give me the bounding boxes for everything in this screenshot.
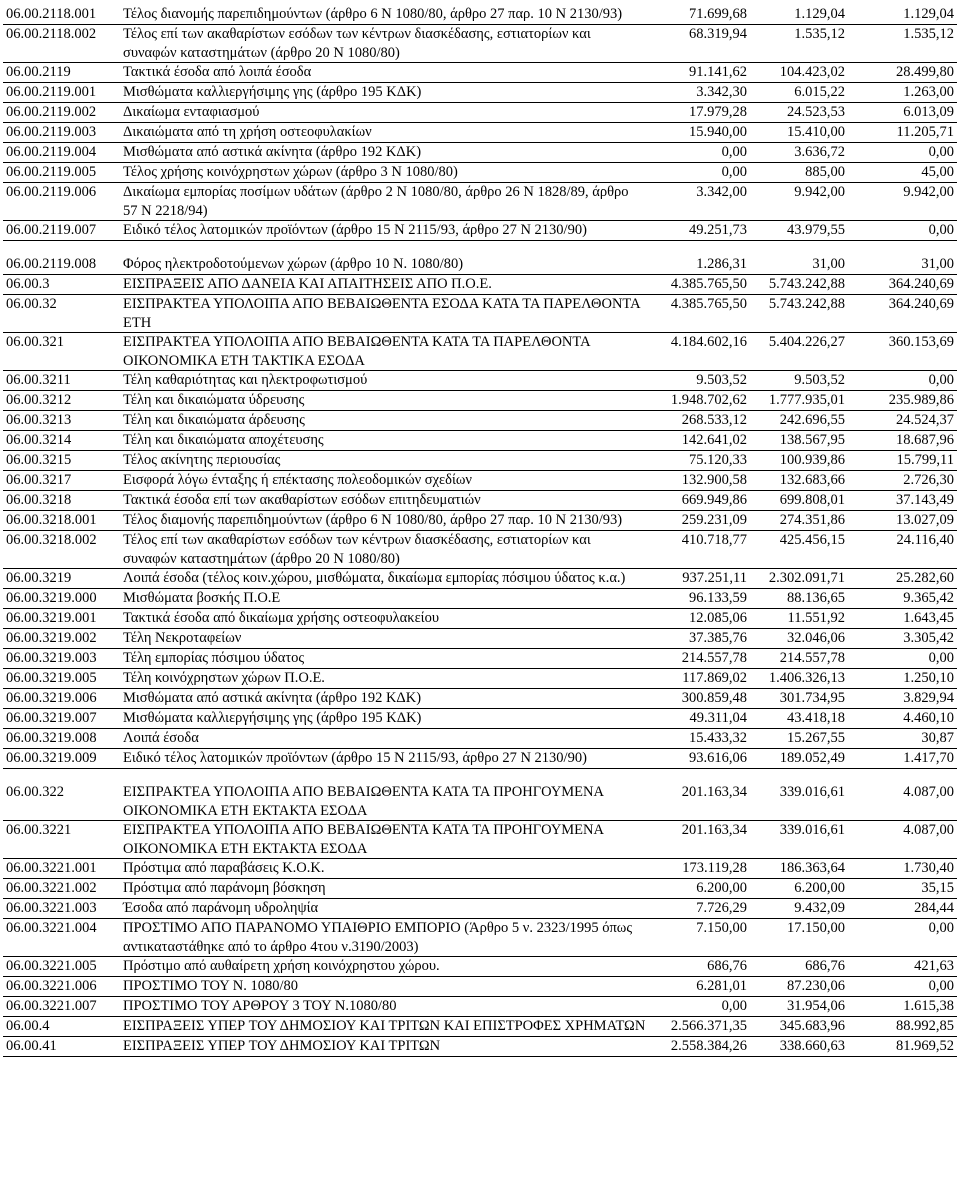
amount-column-1: 937.251,11: [682, 570, 747, 586]
amount-column-3: 37.143,49: [896, 492, 954, 508]
amount-column-3: 9.942,00: [903, 184, 954, 200]
table-row: [3, 589, 957, 609]
account-description: Τέλη Νεκροταφείων: [123, 630, 242, 646]
amount-column-2: 17.150,00: [787, 920, 845, 936]
amount-column-1: 96.133,59: [689, 590, 747, 606]
table-row: [3, 783, 957, 821]
amount-column-3: 4.087,00: [903, 784, 954, 800]
account-description: Τέλος ακίνητης περιουσίας: [123, 452, 281, 468]
table-row: [3, 275, 957, 295]
account-description: Εισφορά λόγω ένταξης ή επέκτασης πολεοδομικών σχεδίων: [123, 472, 472, 488]
row-spacer: [3, 769, 957, 783]
account-description: ΕΙΣΠΡΑΚΤΕΑ ΥΠΟΛΟΙΠΑ ΑΠΟ ΒΕΒΑΙΩΘΕΝΤΑ ΚΑΤΑ ΤΑ ΠΡΟΗΓΟΥΜΕΝΑ ΟΙΚΟΝΟΜΙΚΑ ΕΤΗ ΕΚΤΑΚΤΑ ΕΣΟΔΑ: [123, 822, 604, 857]
account-description: Δικαιώματα από τη χρήση οστεοφυλακίων: [123, 124, 372, 140]
amount-column-1: 173.119,28: [682, 860, 747, 876]
account-description: Πρόστιμα από παραβάσεις Κ.Ο.Κ.: [123, 860, 325, 876]
amount-column-1: 37.385,76: [689, 630, 747, 646]
table-row: [3, 143, 957, 163]
amount-column-2: 132.683,66: [779, 472, 845, 488]
account-code: 06.00.2119.001: [6, 84, 97, 100]
account-description: ΕΙΣΠΡΑΚΤΕΑ ΥΠΟΛΟΙΠΑ ΑΠΟ ΒΕΒΑΙΩΘΕΝΤΑ ΚΑΤΑ ΤΑ ΠΑΡΕΛΘΟΝΤΑ ΟΙΚΟΝΟΜΙΚΑ ΕΤΗ ΤΑΚΤΙΚΑ ΕΣΟΔΑ: [123, 334, 590, 369]
account-code: 06.00.2119.008: [6, 256, 97, 272]
account-code: 06.00.2119.003: [6, 124, 97, 140]
amount-column-2: 338.660,63: [779, 1038, 845, 1054]
amount-column-1: 17.979,28: [689, 104, 747, 120]
account-description: Δικαίωμα εμπορίας ποσίμων υδάτων (άρθρο 2 Ν 1080/80, άρθρο 26 Ν 1828/89, άρθρο 57 Ν 2218/94): [123, 184, 629, 219]
amount-column-2: 88.136,65: [787, 590, 845, 606]
amount-column-1: 2.558.384,26: [670, 1038, 747, 1054]
table-row: [3, 729, 957, 749]
amount-column-3: 1.615,38: [903, 998, 954, 1014]
account-code: 06.00.3213: [6, 412, 72, 428]
table-row: [3, 997, 957, 1017]
table-row: [3, 669, 957, 689]
amount-column-2: 301.734,95: [779, 690, 845, 706]
amount-column-2: 15.410,00: [787, 124, 845, 140]
account-code: 06.00.3211: [6, 372, 71, 388]
account-code: 06.00.3218.001: [6, 512, 97, 528]
amount-column-3: 0,00: [928, 978, 954, 994]
account-code: 06.00.2119.007: [6, 222, 97, 238]
table-row: [3, 183, 957, 221]
table-row: [3, 471, 957, 491]
account-code: 06.00.2118.002: [6, 26, 97, 42]
table-row: [3, 899, 957, 919]
table-row: [3, 511, 957, 531]
table-row: [3, 411, 957, 431]
account-description: ΕΙΣΠΡΑΞΕΙΣ ΑΠΟ ΔΑΝΕΙΑ ΚΑΙ ΑΠΑΙΤΗΣΕΙΣ ΑΠΟ Π.Ο.Ε.: [123, 276, 492, 292]
account-code: 06.00.3219.005: [6, 670, 97, 686]
table-row: [3, 919, 957, 957]
amount-column-1: 4.385.765,50: [670, 296, 747, 312]
amount-column-1: 6.281,01: [696, 978, 747, 994]
account-code: 06.00.3218: [6, 492, 72, 508]
amount-column-1: 68.319,94: [689, 26, 747, 42]
amount-column-1: 1.286,31: [696, 256, 747, 272]
amount-column-1: 75.120,33: [689, 452, 747, 468]
amount-column-3: 24.116,40: [896, 532, 954, 548]
table-row: [3, 83, 957, 103]
amount-column-1: 15.433,32: [689, 730, 747, 746]
amount-column-3: 0,00: [928, 920, 954, 936]
amount-column-3: 364.240,69: [888, 276, 954, 292]
amount-column-3: 18.687,96: [896, 432, 954, 448]
amount-column-2: 699.808,01: [779, 492, 845, 508]
account-code: 06.00.2118.001: [6, 6, 97, 22]
amount-column-3: 1.417,70: [903, 750, 954, 766]
amount-column-2: 31,00: [812, 256, 845, 272]
amount-column-3: 0,00: [928, 144, 954, 160]
amount-column-3: 88.992,85: [896, 1018, 954, 1034]
amount-column-2: 5.404.226,27: [768, 334, 845, 350]
amount-column-2: 6.200,00: [794, 880, 845, 896]
amount-column-2: 32.046,06: [787, 630, 845, 646]
account-description: ΕΙΣΠΡΑΚΤΕΑ ΥΠΟΛΟΙΠΑ ΑΠΟ ΒΕΒΑΙΩΘΕΝΤΑ ΕΣΟΔΑ ΚΑΤΑ ΤΑ ΠΑΡΕΛΘΟΝΤΑ ΕΤΗ: [123, 296, 640, 331]
account-code: 06.00.3219.002: [6, 630, 97, 646]
table-row: [3, 977, 957, 997]
amount-column-3: 0,00: [928, 222, 954, 238]
amount-column-2: 186.363,64: [779, 860, 845, 876]
table-row: [3, 859, 957, 879]
account-description: Έσοδα από παράνομη υδροληψία: [123, 900, 319, 916]
account-code: 06.00.3219.000: [6, 590, 97, 606]
amount-column-2: 31.954,06: [787, 998, 845, 1014]
amount-column-1: 686,76: [707, 958, 747, 974]
table-row: [3, 1017, 957, 1037]
table-row: [3, 255, 957, 275]
amount-column-3: 13.027,09: [896, 512, 954, 528]
amount-column-3: 25.282,60: [896, 570, 954, 586]
account-code: 06.00.321: [6, 334, 64, 350]
account-code: 06.00.2119.004: [6, 144, 97, 160]
amount-column-1: 1.948.702,62: [670, 392, 747, 408]
table-row: [3, 103, 957, 123]
table-row: [3, 629, 957, 649]
account-description: Λοιπά έσοδα (τέλος κοιν.χώρου, μισθώματα, δικαίωμα εμπορίας πόσιμου ύδατος κ.α.): [123, 570, 626, 586]
account-description: Δικαίωμα ενταφιασμού: [123, 104, 260, 120]
table-row: [3, 689, 957, 709]
account-code: 06.00.3221.007: [6, 998, 97, 1014]
account-code: 06.00.3221.006: [6, 978, 97, 994]
account-description: Τέλη κοινόχρηστων χώρων Π.Ο.Ε.: [123, 670, 325, 686]
amount-column-2: 5.743.242,88: [768, 296, 845, 312]
account-description: Μισθώματα καλλιεργήσιμης γης (άρθρο 195 ΚΔΚ): [123, 84, 422, 100]
account-description: Τέλος χρήσης κοινόχρηστων χώρων (άρθρο 3 Ν 1080/80): [123, 164, 458, 180]
budget-table: [3, 5, 957, 1057]
account-description: Τέλη και δικαιώματα ύδρευσης: [123, 392, 305, 408]
account-code: 06.00.322: [6, 784, 64, 800]
amount-column-1: 300.859,48: [681, 690, 747, 706]
account-code: 06.00.3219.009: [6, 750, 97, 766]
account-description: Μισθώματα καλλιεργήσιμης γης (άρθρο 195 ΚΔΚ): [123, 710, 422, 726]
table-row: [3, 63, 957, 83]
amount-column-3: 31,00: [921, 256, 954, 272]
account-code: 06.00.3219.007: [6, 710, 97, 726]
amount-column-2: 138.567,95: [779, 432, 845, 448]
account-code: 06.00.2119.005: [6, 164, 97, 180]
account-description: Ειδικό τέλος λατομικών προϊόντων (άρθρο 15 Ν 2115/93, άρθρο 27 Ν 2130/90): [123, 750, 587, 766]
account-description: Φόρος ηλεκτροδοτούμενων χώρων (άρθρο 10 Ν. 1080/80): [123, 256, 464, 272]
table-row: [3, 531, 957, 569]
account-code: 06.00.3: [6, 276, 50, 292]
amount-column-1: 49.251,73: [689, 222, 747, 238]
amount-column-1: 4.385.765,50: [670, 276, 747, 292]
amount-column-3: 360.153,69: [888, 334, 954, 350]
amount-column-2: 1.777.935,01: [768, 392, 845, 408]
amount-column-2: 3.636,72: [794, 144, 845, 160]
amount-column-1: 2.566.371,35: [670, 1018, 747, 1034]
account-description: Τέλη και δικαιώματα αποχέτευσης: [123, 432, 324, 448]
amount-column-1: 7.726,29: [696, 900, 747, 916]
amount-column-3: 1.535,12: [903, 26, 954, 42]
account-description: ΕΙΣΠΡΑΚΤΕΑ ΥΠΟΛΟΙΠΑ ΑΠΟ ΒΕΒΑΙΩΘΕΝΤΑ ΚΑΤΑ ΤΑ ΠΡΟΗΓΟΥΜΕΝΑ ΟΙΚΟΝΟΜΙΚΑ ΕΤΗ ΕΚΤΑΚΤΑ ΕΣΟΔΑ: [123, 784, 604, 819]
account-code: 06.00.3221: [6, 822, 72, 838]
table-row: [3, 333, 957, 371]
amount-column-3: 421,63: [914, 958, 954, 974]
table-row: [3, 221, 957, 241]
account-code: 06.00.3218.002: [6, 532, 97, 548]
table-row: [3, 371, 957, 391]
amount-column-1: 7.150,00: [696, 920, 747, 936]
amount-column-2: 425.456,15: [779, 532, 845, 548]
amount-column-2: 11.551,92: [787, 610, 845, 626]
table-row: [3, 491, 957, 511]
account-description: Τέλη και δικαιώματα άρδευσης: [123, 412, 305, 428]
amount-column-3: 284,44: [914, 900, 954, 916]
amount-column-3: 6.013,09: [903, 104, 954, 120]
amount-column-1: 117.869,02: [682, 670, 747, 686]
amount-column-3: 4.460,10: [903, 710, 954, 726]
account-code: 06.00.3219.006: [6, 690, 97, 706]
amount-column-1: 259.231,09: [681, 512, 747, 528]
table-row: [3, 609, 957, 629]
amount-column-2: 100.939,86: [779, 452, 845, 468]
amount-column-1: 0,00: [721, 144, 747, 160]
amount-column-2: 339.016,61: [779, 784, 845, 800]
amount-column-2: 885,00: [805, 164, 845, 180]
amount-column-3: 2.726,30: [903, 472, 954, 488]
account-description: ΕΙΣΠΡΑΞΕΙΣ ΥΠΕΡ ΤΟΥ ΔΗΜΟΣΙΟΥ ΚΑΙ ΤΡΙΤΩΝ ΚΑΙ ΕΠΙΣΤΡΟΦΕΣ ΧΡΗΜΑΤΩΝ: [123, 1018, 646, 1034]
amount-column-1: 142.641,02: [681, 432, 747, 448]
amount-column-1: 91.141,62: [689, 64, 747, 80]
amount-column-2: 1.129,04: [794, 6, 845, 22]
amount-column-1: 201.163,34: [681, 784, 747, 800]
amount-column-3: 30,87: [921, 730, 954, 746]
amount-column-2: 686,76: [805, 958, 845, 974]
table-row: [3, 569, 957, 589]
amount-column-2: 1.535,12: [794, 26, 845, 42]
amount-column-2: 1.406.326,13: [768, 670, 845, 686]
account-code: 06.00.3221.002: [6, 880, 97, 896]
table-row: [3, 649, 957, 669]
account-code: 06.00.3214: [6, 432, 72, 448]
amount-column-3: 81.969,52: [896, 1038, 954, 1054]
amount-column-1: 410.718,77: [681, 532, 747, 548]
account-description: ΠΡΟΣΤΙΜΟ ΑΠΟ ΠΑΡΑΝΟΜΟ ΥΠΑΙΘΡΙΟ ΕΜΠΟΡΙΟ (Άρθρο 5 ν. 2323/1995 όπως αντικαταστάθηκε από το άρθρο 4του ν.3190/2003): [123, 920, 633, 955]
amount-column-1: 6.200,00: [696, 880, 747, 896]
account-description: Τέλος επί των ακαθαρίστων εσόδων των κέντρων διασκέδασης, εστιατορίων και συναφών καταστημάτων (άρθρο 20 Ν 1080/80): [123, 26, 591, 61]
amount-column-3: 1.129,04: [903, 6, 954, 22]
table-row: [3, 879, 957, 899]
amount-column-3: 0,00: [928, 650, 954, 666]
table-row: [3, 451, 957, 471]
amount-column-2: 214.557,78: [779, 650, 845, 666]
account-code: 06.00.3219.008: [6, 730, 97, 746]
table-row: [3, 295, 957, 333]
table-row: [3, 25, 957, 63]
account-description: Ειδικό τέλος λατομικών προϊόντων (άρθρο 15 Ν 2115/93, άρθρο 27 Ν 2130/90): [123, 222, 587, 238]
account-code: 06.00.2119: [6, 64, 71, 80]
amount-column-3: 4.087,00: [903, 822, 954, 838]
amount-column-1: 49.311,04: [689, 710, 747, 726]
account-code: 06.00.3215: [6, 452, 72, 468]
amount-column-2: 24.523,53: [787, 104, 845, 120]
account-code: 06.00.3219.001: [6, 610, 97, 626]
amount-column-2: 339.016,61: [779, 822, 845, 838]
account-code: 06.00.3221.003: [6, 900, 97, 916]
amount-column-3: 15.799,11: [896, 452, 954, 468]
account-description: Τακτικά έσοδα από λοιπά έσοδα: [123, 64, 312, 80]
amount-column-3: 35,15: [921, 880, 954, 896]
amount-column-3: 45,00: [921, 164, 954, 180]
table-row: [3, 1037, 957, 1057]
amount-column-1: 3.342,00: [696, 184, 747, 200]
account-description: Πρόστιμα από παράνομη βόσκηση: [123, 880, 326, 896]
account-code: 06.00.3221.005: [6, 958, 97, 974]
account-code: 06.00.41: [6, 1038, 57, 1054]
account-code: 06.00.2119.006: [6, 184, 97, 200]
account-code: 06.00.2119.002: [6, 104, 97, 120]
amount-column-2: 43.979,55: [787, 222, 845, 238]
amount-column-2: 345.683,96: [779, 1018, 845, 1034]
account-description: Τέλη καθαριότητας και ηλεκτροφωτισμού: [123, 372, 368, 388]
amount-column-1: 0,00: [721, 164, 747, 180]
amount-column-2: 242.696,55: [779, 412, 845, 428]
table-row: [3, 391, 957, 411]
amount-column-3: 3.305,42: [903, 630, 954, 646]
account-description: Μισθώματα βοσκής Π.Ο.Ε: [123, 590, 281, 606]
amount-column-2: 189.052,49: [779, 750, 845, 766]
table-row: [3, 957, 957, 977]
amount-column-3: 11.205,71: [896, 124, 954, 140]
amount-column-2: 9.942,00: [794, 184, 845, 200]
account-code: 06.00.32: [6, 296, 57, 312]
amount-column-3: 1.263,00: [903, 84, 954, 100]
row-spacer: [3, 241, 957, 255]
amount-column-2: 274.351,86: [779, 512, 845, 528]
amount-column-1: 214.557,78: [681, 650, 747, 666]
amount-column-1: 71.699,68: [689, 6, 747, 22]
amount-column-1: 15.940,00: [689, 124, 747, 140]
table-row: [3, 749, 957, 769]
account-description: Τακτικά έσοδα επί των ακαθαρίστων εσόδων επιτηδευματιών: [123, 492, 481, 508]
table-row: [3, 709, 957, 729]
amount-column-2: 9.503,52: [794, 372, 845, 388]
table-row: [3, 821, 957, 859]
account-code: 06.00.3217: [6, 472, 72, 488]
table-row: [3, 123, 957, 143]
table-row: [3, 163, 957, 183]
amount-column-3: 0,00: [928, 372, 954, 388]
account-description: ΕΙΣΠΡΑΞΕΙΣ ΥΠΕΡ ΤΟΥ ΔΗΜΟΣΙΟΥ ΚΑΙ ΤΡΙΤΩΝ: [123, 1038, 441, 1054]
account-description: Μισθώματα από αστικά ακίνητα (άρθρο 192 ΚΔΚ): [123, 690, 422, 706]
account-code: 06.00.3221.004: [6, 920, 97, 936]
table-row: [3, 5, 957, 25]
account-description: Τέλος επί των ακαθαρίστων εσόδων των κέντρων διασκέδασης, εστιατορίων και συναφών καταστημάτων (άρθρο 20 Ν 1080/80): [123, 532, 591, 567]
account-description: Τέλη εμπορίας πόσιμου ύδατος: [123, 650, 305, 666]
account-code: 06.00.3219: [6, 570, 72, 586]
amount-column-2: 87.230,06: [787, 978, 845, 994]
amount-column-1: 132.900,58: [681, 472, 747, 488]
account-description: Τέλος διανομής παρεπιδημούντων (άρθρο 6 Ν 1080/80, άρθρο 27 παρ. 10 Ν 2130/93): [123, 6, 623, 22]
amount-column-3: 364.240,69: [888, 296, 954, 312]
amount-column-2: 6.015,22: [794, 84, 845, 100]
account-description: ΠΡΟΣΤΙΜΟ ΤΟΥ ΑΡΘΡΟΥ 3 ΤΟΥ Ν.1080/80: [123, 998, 397, 1014]
amount-column-3: 1.730,40: [903, 860, 954, 876]
amount-column-1: 3.342,30: [696, 84, 747, 100]
account-description: Πρόστιμο από αυθαίρετη χρήση κοινόχρηστου χώρου.: [123, 958, 440, 974]
amount-column-3: 3.829,94: [903, 690, 954, 706]
amount-column-1: 4.184.602,16: [670, 334, 747, 350]
amount-column-1: 9.503,52: [696, 372, 747, 388]
account-description: Τακτικά έσοδα από δικαίωμα χρήσης οστεοφυλακείου: [123, 610, 439, 626]
amount-column-1: 669.949,86: [681, 492, 747, 508]
account-code: 06.00.3212: [6, 392, 72, 408]
amount-column-2: 5.743.242,88: [768, 276, 845, 292]
amount-column-3: 28.499,80: [896, 64, 954, 80]
amount-column-1: 0,00: [721, 998, 747, 1014]
amount-column-1: 93.616,06: [689, 750, 747, 766]
amount-column-3: 24.524,37: [896, 412, 954, 428]
amount-column-2: 9.432,09: [794, 900, 845, 916]
amount-column-2: 15.267,55: [787, 730, 845, 746]
account-code: 06.00.3221.001: [6, 860, 97, 876]
amount-column-1: 201.163,34: [681, 822, 747, 838]
amount-column-1: 12.085,06: [689, 610, 747, 626]
amount-column-3: 1.643,45: [903, 610, 954, 626]
account-description: Μισθώματα από αστικά ακίνητα (άρθρο 192 ΚΔΚ): [123, 144, 422, 160]
account-description: ΠΡΟΣΤΙΜΟ ΤΟΥ Ν. 1080/80: [123, 978, 299, 994]
amount-column-3: 235.989,86: [888, 392, 954, 408]
amount-column-3: 9.365,42: [903, 590, 954, 606]
amount-column-2: 104.423,02: [779, 64, 845, 80]
amount-column-1: 268.533,12: [681, 412, 747, 428]
amount-column-2: 43.418,18: [787, 710, 845, 726]
account-description: Λοιπά έσοδα: [123, 730, 199, 746]
account-code: 06.00.3219.003: [6, 650, 97, 666]
amount-column-3: 1.250,10: [903, 670, 954, 686]
amount-column-2: 2.302.091,71: [768, 570, 845, 586]
account-description: Τέλος διαμονής παρεπιδημούντων (άρθρο 6 Ν 1080/80, άρθρο 27 παρ. 10 Ν 2130/93): [123, 512, 623, 528]
table-row: [3, 431, 957, 451]
account-code: 06.00.4: [6, 1018, 50, 1034]
